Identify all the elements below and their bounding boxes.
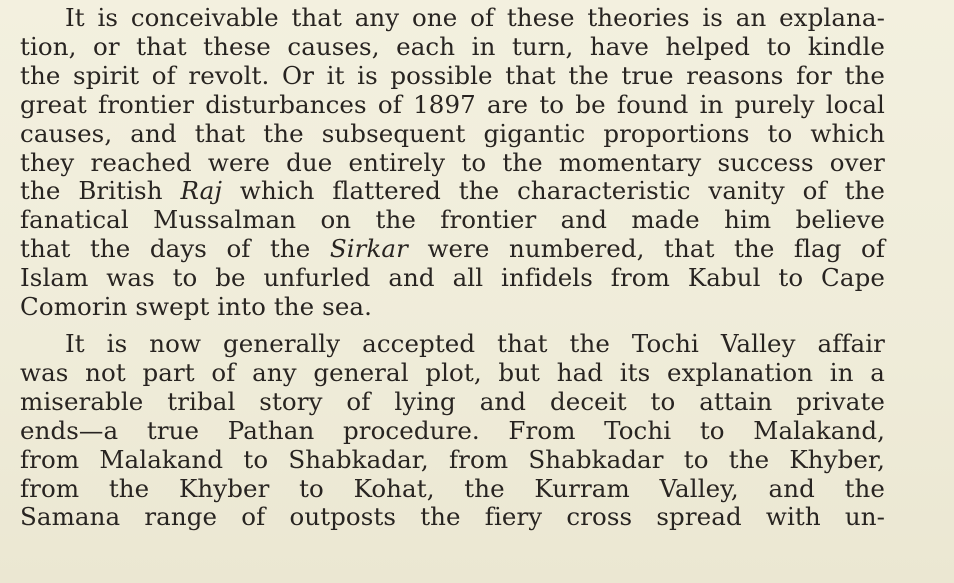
text-line: Islam was to be unfurled and all infidels from Kabul to Cape [20,263,885,293]
italic-term: Sirkar [329,234,408,264]
text-line: fanatical Mussalman on the frontier and made him believe [20,205,885,235]
text-line: that the days of the Sirkar were numbered, that the flag of [20,234,885,264]
italic-term: Raj [180,176,223,206]
text-line: great frontier disturbances of 1897 are to be found in purely local [20,89,885,119]
text-line: It is conceivable that any one of these theories is an explana- [65,3,885,32]
text-line: ends—a true Pathan procedure. From Tochi to Malakand, [20,415,885,445]
text-line: causes, and that the subsequent gigantic proportions to which [20,118,885,148]
text-line: miserable tribal story of lying and deceit to attain private [20,386,885,416]
body-text [20,4,885,532]
paragraph-1 [20,4,885,322]
text-line: tion, or that these causes, each in turn, have helped to kindle [20,31,885,61]
text-line: from the Khyber to Kohat, the Kurram Valley, and the [20,473,885,503]
text-line: the spirit of revolt. Or it is possible that the true reasons for the [20,60,885,90]
paragraph-2 [20,330,885,532]
text-line: from Malakand to Shabkadar, from Shabkadar to the Khyber, [20,444,885,474]
text-line: was not part of any general plot, but had its explanation in a [20,357,885,387]
text-line: Samana range of outposts the fiery cross spread with un- [20,502,885,532]
text-line: It is now generally accepted that the Tochi Valley affair [65,328,885,358]
text-line: Comorin swept into the sea. [20,292,373,322]
text-line: they reached were due entirely to the momentary success over [20,147,885,177]
text-line: the British Raj which flattered the characteristic vanity of the [20,176,885,206]
